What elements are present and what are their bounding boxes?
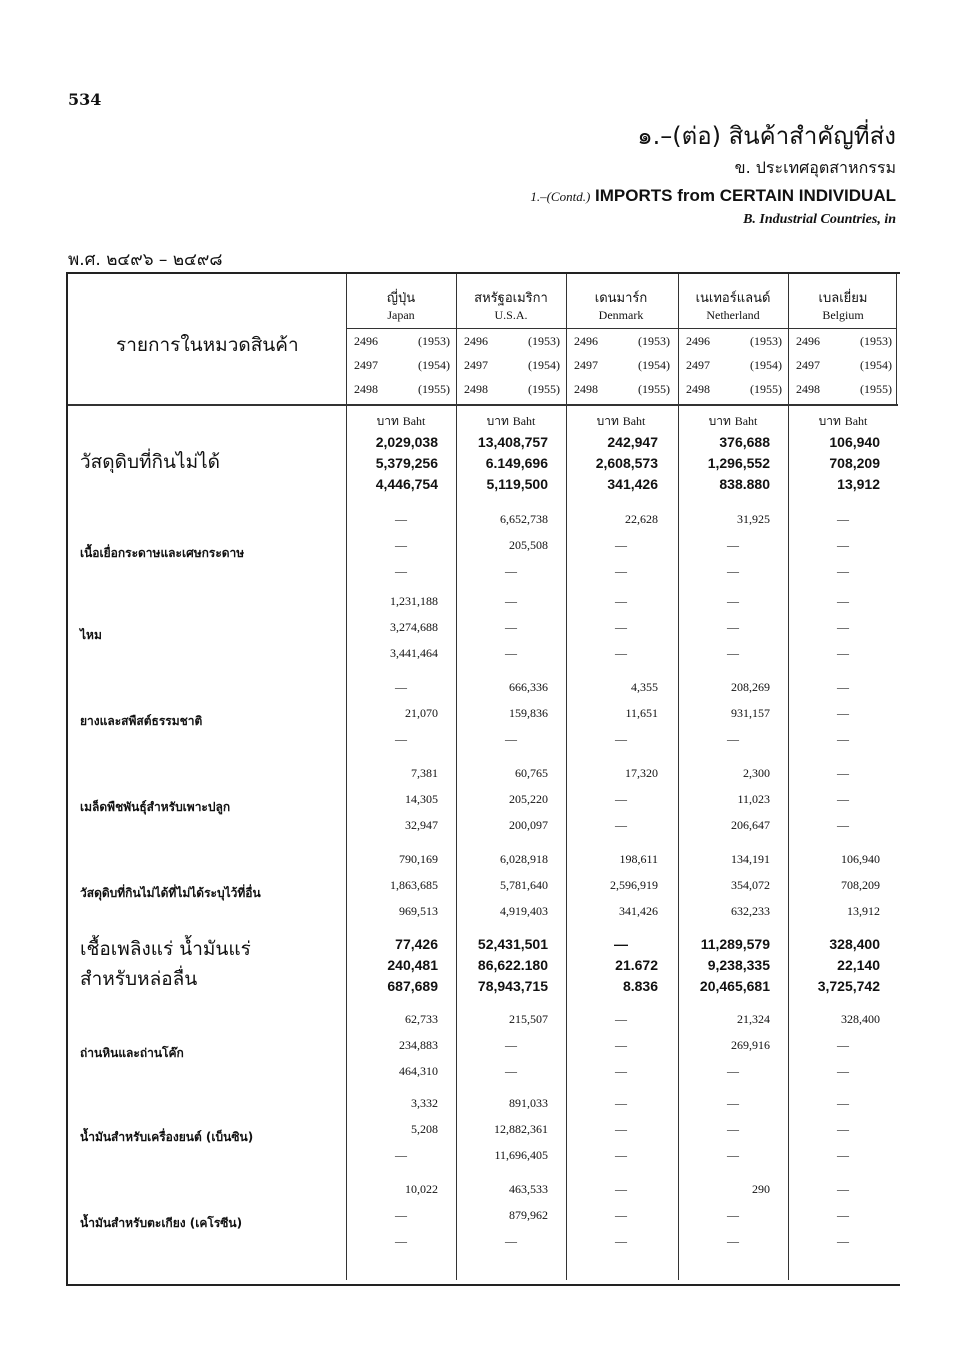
title-thai: ๑.–(ต่อ) สินค้าสำคัญที่ส่ง <box>637 122 896 150</box>
data-cell: — <box>505 1234 517 1248</box>
unit-thai: บาท <box>708 414 735 428</box>
year-label <box>354 334 450 350</box>
data-cell: — <box>615 594 627 608</box>
data-cell: 22,628 <box>625 512 658 526</box>
year-buddhist-era: 2496 <box>574 334 598 348</box>
title-english-prefix: 1.–(Contd.) <box>530 189 591 204</box>
data-cell: — <box>615 1012 627 1026</box>
year-common-era: (1955) <box>860 382 892 396</box>
year-common-era: (1955) <box>638 382 670 396</box>
year-buddhist-era: 2497 <box>574 358 598 372</box>
data-cell: 463,533 <box>509 1182 548 1196</box>
row-label: วัสดุดิบที่กินไม่ได้ที่ไม่ได้ระบุไว้ที่อื่น <box>80 886 261 900</box>
data-cell: 3,441,464 <box>390 646 438 660</box>
data-cell: — <box>615 1064 627 1078</box>
data-cell: 931,157 <box>731 706 770 720</box>
year-common-era: (1954) <box>418 358 450 372</box>
year-buddhist-era: 2498 <box>354 382 378 396</box>
data-cell: — <box>727 1148 739 1162</box>
data-cell: 6.149,696 <box>485 455 548 471</box>
year-label <box>464 358 560 374</box>
data-cell: — <box>837 818 849 832</box>
data-cell: 134,191 <box>731 852 770 866</box>
year-buddhist-era: 2498 <box>464 382 488 396</box>
data-cell: — <box>395 512 407 526</box>
year-common-era: (1954) <box>528 358 560 372</box>
data-cell: — <box>505 564 517 578</box>
data-cell: 9,238,335 <box>707 957 770 973</box>
data-cell: 4,919,403 <box>500 904 548 918</box>
data-cell: 5,781,640 <box>500 878 548 892</box>
data-cell: 8.836 <box>622 978 658 994</box>
year-common-era: (1953) <box>638 334 670 348</box>
data-cell: — <box>615 1038 627 1052</box>
data-cell: — <box>837 646 849 660</box>
year-common-era: (1954) <box>860 358 892 372</box>
year-label <box>686 358 782 374</box>
data-cell: 328,400 <box>841 1012 880 1026</box>
row-label: เนื้อเยื่อกระดาษและเศษกระดาษ <box>80 546 245 560</box>
data-cell: 2,608,573 <box>595 455 658 471</box>
data-cell: — <box>505 620 517 634</box>
data-cell: 21,324 <box>737 1012 770 1026</box>
year-label <box>686 382 782 398</box>
data-cell: 205,508 <box>509 538 548 552</box>
data-cell: — <box>505 594 517 608</box>
data-cell: 86,622.180 <box>477 957 548 973</box>
year-buddhist-era: 2497 <box>796 358 820 372</box>
data-cell: 77,426 <box>395 936 438 952</box>
data-cell: — <box>837 792 849 806</box>
country-name-english: Denmark <box>598 308 644 322</box>
data-cell: 198,611 <box>619 852 658 866</box>
data-cell: 20,465,681 <box>699 978 770 994</box>
data-cell: — <box>727 1064 739 1078</box>
data-cell: 11,289,579 <box>700 936 770 952</box>
data-cell: — <box>837 1122 849 1136</box>
data-cell: 269,916 <box>731 1038 770 1052</box>
year-buddhist-era: 2498 <box>574 382 598 396</box>
year-label <box>796 382 892 398</box>
data-cell: — <box>395 1234 407 1248</box>
unit-english: Baht <box>844 414 868 428</box>
data-cell: — <box>395 564 407 578</box>
data-cell: 376,688 <box>719 434 770 450</box>
unit-thai: บาท <box>596 414 623 428</box>
unit-label <box>456 412 566 431</box>
year-label <box>574 358 670 374</box>
data-cell: 1,296,552 <box>707 455 770 471</box>
data-cell: 215,507 <box>509 1012 548 1026</box>
data-cell: — <box>837 1148 849 1162</box>
data-cell: 5,379,256 <box>375 455 438 471</box>
data-cell: — <box>505 1038 517 1052</box>
data-cell: — <box>615 620 627 634</box>
year-common-era: (1955) <box>418 382 450 396</box>
data-cell: 206,647 <box>731 818 770 832</box>
data-cell: 52,431,501 <box>477 936 548 952</box>
year-label <box>796 334 892 350</box>
data-cell: 687,689 <box>387 978 438 994</box>
data-cell: — <box>837 1208 849 1222</box>
data-cell: 32,947 <box>405 818 438 832</box>
data-cell: — <box>505 1064 517 1078</box>
unit-label <box>678 412 788 431</box>
country-column-header <box>678 290 788 323</box>
data-cell: 1,231,188 <box>390 594 438 608</box>
data-cell: 790,169 <box>399 852 438 866</box>
data-cell: — <box>727 594 739 608</box>
country-column-header <box>456 290 566 323</box>
data-cell: — <box>727 1096 739 1110</box>
unit-label <box>788 412 898 431</box>
data-cell: — <box>837 732 849 746</box>
data-cell: 708,209 <box>829 455 880 471</box>
data-cell: — <box>395 732 407 746</box>
country-name-english: Japan <box>387 308 415 322</box>
data-cell: 240,481 <box>387 957 438 973</box>
data-cell: — <box>615 1096 627 1110</box>
year-common-era: (1955) <box>528 382 560 396</box>
data-cell: — <box>837 564 849 578</box>
data-cell: — <box>727 1208 739 1222</box>
data-cell: — <box>615 1148 627 1162</box>
country-name-thai: ญี่ปุ่น <box>386 291 416 306</box>
data-cell: 290 <box>752 1182 770 1196</box>
data-cell: 891,033 <box>509 1096 548 1110</box>
data-cell: — <box>837 1038 849 1052</box>
title-english-text: IMPORTS from CERTAIN INDIVIDUAL <box>595 186 896 205</box>
data-cell: — <box>837 1182 849 1196</box>
data-cell: 969,513 <box>399 904 438 918</box>
year-buddhist-era: 2497 <box>686 358 710 372</box>
data-cell: — <box>395 680 407 694</box>
year-common-era: (1954) <box>750 358 782 372</box>
year-buddhist-era: 2498 <box>686 382 710 396</box>
data-cell: — <box>837 680 849 694</box>
data-cell: 632,233 <box>731 904 770 918</box>
year-label <box>796 358 892 374</box>
row-label: เชื้อเพลิงแร่ น้ำมันแร่ <box>80 938 251 960</box>
data-cell: 78,943,715 <box>477 978 548 994</box>
data-cell: — <box>505 732 517 746</box>
data-cell: — <box>837 1096 849 1110</box>
data-cell: 11,696,405 <box>494 1148 548 1162</box>
data-cell: 7,381 <box>411 766 438 780</box>
data-cell: — <box>395 1148 407 1162</box>
data-cell: — <box>837 706 849 720</box>
year-label <box>464 334 560 350</box>
data-cell: — <box>837 620 849 634</box>
category-header: รายการในหมวดสินค้า <box>116 334 299 356</box>
data-cell: — <box>727 732 739 746</box>
data-cell: — <box>395 1208 407 1222</box>
data-cell: 200,097 <box>509 818 548 832</box>
data-cell: 13,912 <box>847 904 880 918</box>
year-common-era: (1954) <box>638 358 670 372</box>
unit-english: Baht <box>512 414 536 428</box>
year-range: พ.ศ. ๒๔๙๖ – ๒๔๙๘ <box>68 250 223 270</box>
data-cell: 708,209 <box>841 878 880 892</box>
country-column-header <box>566 290 676 323</box>
country-name-english: U.S.A. <box>494 308 528 322</box>
unit-label <box>346 412 456 431</box>
data-cell: 60,765 <box>515 766 548 780</box>
data-cell: 234,883 <box>399 1038 438 1052</box>
data-cell: — <box>615 792 627 806</box>
data-cell: 106,940 <box>841 852 880 866</box>
unit-thai: บาท <box>486 414 513 428</box>
data-cell: — <box>615 538 627 552</box>
data-cell: — <box>837 594 849 608</box>
data-cell: 13,408,757 <box>477 434 548 450</box>
data-cell: 21.672 <box>615 957 658 973</box>
year-common-era: (1955) <box>750 382 782 396</box>
year-buddhist-era: 2497 <box>354 358 378 372</box>
data-cell: 341,426 <box>619 904 658 918</box>
data-cell: 4,355 <box>631 680 658 694</box>
row-label: เมล็ดพืชพันธุ์สำหรับเพาะปลูก <box>80 800 231 814</box>
data-cell: — <box>727 620 739 634</box>
year-common-era: (1953) <box>750 334 782 348</box>
country-column-header <box>346 290 456 323</box>
data-cell: 5,119,500 <box>486 476 548 492</box>
data-cell: — <box>837 512 849 526</box>
data-cell: 666,336 <box>509 680 548 694</box>
data-cell: — <box>727 1234 739 1248</box>
country-name-thai: เดนมาร์ก <box>594 291 648 306</box>
unit-english: Baht <box>402 414 426 428</box>
unit-english: Baht <box>734 414 758 428</box>
header-rule <box>68 404 898 406</box>
data-cell: 6,652,738 <box>500 512 548 526</box>
row-label: น้ำมันสำหรับตะเกียง (เคโรซีน) <box>80 1216 243 1230</box>
country-column-header <box>788 290 898 323</box>
data-cell: 3,725,742 <box>817 978 880 994</box>
country-name-thai: เบลเยี่ยม <box>818 291 868 306</box>
data-cell: 205,220 <box>509 792 548 806</box>
data-cell: — <box>505 646 517 660</box>
data-cell: 17,320 <box>625 766 658 780</box>
data-cell: 5,208 <box>411 1122 438 1136</box>
year-common-era: (1953) <box>528 334 560 348</box>
data-cell: 11,023 <box>737 792 770 806</box>
year-label <box>574 382 670 398</box>
data-cell: 31,925 <box>737 512 770 526</box>
row-label: วัสดุดิบที่กินไม่ได้ <box>80 451 220 473</box>
data-cell: 838.880 <box>719 476 770 492</box>
unit-thai: บาท <box>376 414 403 428</box>
country-name-thai: สหรัฐอเมริกา <box>474 291 548 306</box>
data-cell: 2,596,919 <box>610 878 658 892</box>
year-buddhist-era: 2496 <box>354 334 378 348</box>
year-buddhist-era: 2496 <box>796 334 820 348</box>
data-cell: — <box>615 646 627 660</box>
data-cell: 13,912 <box>837 476 880 492</box>
country-name-english: Netherland <box>706 308 760 322</box>
data-cell: 22,140 <box>837 957 880 973</box>
subtitle-thai: ข. ประเทศอุตสาหกรรม <box>734 158 896 177</box>
row-label: สำหรับหล่อลื่น <box>80 968 198 990</box>
unit-thai: บาท <box>818 414 845 428</box>
data-cell: 14,305 <box>405 792 438 806</box>
row-label: น้ำมันสำหรับเครื่องยนต์ (เบ็นซิน) <box>80 1130 254 1144</box>
data-cell: 2,300 <box>743 766 770 780</box>
data-cell: 341,426 <box>607 476 658 492</box>
data-cell: 21,070 <box>405 706 438 720</box>
data-cell: — <box>727 538 739 552</box>
data-cell: — <box>837 1064 849 1078</box>
year-common-era: (1953) <box>860 334 892 348</box>
row-label: ถ่านหินและถ่านโค๊ก <box>80 1046 184 1060</box>
data-cell: 464,310 <box>399 1064 438 1078</box>
data-cell: 106,940 <box>829 434 880 450</box>
data-cell: 4,446,754 <box>375 476 438 492</box>
data-cell: 10,022 <box>405 1182 438 1196</box>
data-cell: — <box>727 564 739 578</box>
year-label <box>686 334 782 350</box>
data-cell: 354,072 <box>731 878 770 892</box>
title-english <box>530 186 896 206</box>
data-cell: 11,651 <box>625 706 658 720</box>
year-buddhist-era: 2496 <box>686 334 710 348</box>
data-cell: 1,863,685 <box>390 878 438 892</box>
data-cell: 6,028,918 <box>500 852 548 866</box>
subtitle-english: B. Industrial Countries, in <box>743 212 896 227</box>
unit-label <box>566 412 676 431</box>
year-buddhist-era: 2497 <box>464 358 488 372</box>
data-cell: — <box>615 1208 627 1222</box>
year-label <box>574 334 670 350</box>
row-label: ไหม <box>80 628 102 642</box>
data-cell: — <box>615 1122 627 1136</box>
data-cell: — <box>615 818 627 832</box>
year-label <box>464 382 560 398</box>
data-cell: 62,733 <box>405 1012 438 1026</box>
year-label <box>354 382 450 398</box>
data-cell: — <box>615 732 627 746</box>
year-common-era: (1953) <box>418 334 450 348</box>
row-label: ยางและสพืสต์ธรรมชาติ <box>80 714 203 728</box>
country-name-english: Belgium <box>822 308 864 322</box>
unit-english: Baht <box>622 414 646 428</box>
data-cell: 12,882,361 <box>494 1122 548 1136</box>
data-cell: — <box>615 1182 627 1196</box>
country-name-thai: เนเทอร์แลนด์ <box>695 291 771 306</box>
data-cell: 159,836 <box>509 706 548 720</box>
country-rule <box>346 328 896 329</box>
data-cell: — <box>727 646 739 660</box>
data-cell: 2,029,038 <box>375 434 438 450</box>
year-buddhist-era: 2498 <box>796 382 820 396</box>
data-cell: — <box>615 1234 627 1248</box>
data-cell: — <box>837 538 849 552</box>
data-cell: — <box>395 538 407 552</box>
data-cell: 328,400 <box>829 936 880 952</box>
data-cell: — <box>615 564 627 578</box>
data-cell: 208,269 <box>731 680 770 694</box>
data-cell: — <box>727 1122 739 1136</box>
data-cell: 3,332 <box>411 1096 438 1110</box>
data-cell: — <box>837 766 849 780</box>
data-cell: 3,274,688 <box>390 620 438 634</box>
data-cell: 242,947 <box>607 434 658 450</box>
page-number: 534 <box>68 90 102 109</box>
data-cell: 879,962 <box>509 1208 548 1222</box>
year-label <box>354 358 450 374</box>
year-buddhist-era: 2496 <box>464 334 488 348</box>
data-cell: — <box>837 1234 849 1248</box>
data-cell: — <box>614 936 628 952</box>
